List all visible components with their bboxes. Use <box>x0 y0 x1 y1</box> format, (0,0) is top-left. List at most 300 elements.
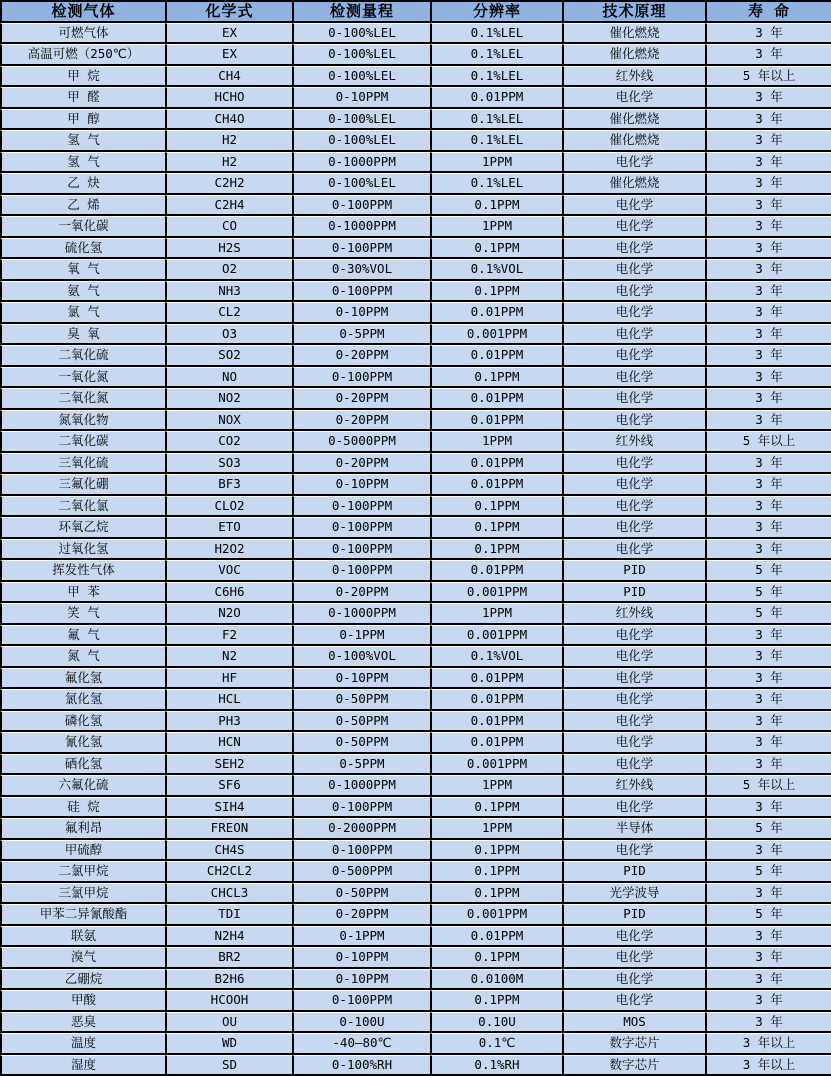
table-cell: 电化学 <box>562 216 705 238</box>
table-cell: 电化学 <box>562 152 705 174</box>
table-cell: 氯 气 <box>0 302 165 324</box>
table-row <box>0 238 831 260</box>
table-cell: 0.0100M <box>430 969 562 991</box>
table-cell: NH3 <box>165 281 292 303</box>
table-row <box>0 259 831 281</box>
table-cell: MOS <box>562 1012 705 1034</box>
table-cell: CHCL3 <box>165 883 292 905</box>
table-cell: 3 年 <box>705 926 831 948</box>
table-cell: 二氧化氮 <box>0 388 165 410</box>
table-cell: 0-1000PPM <box>292 216 430 238</box>
table-cell: 0-10PPM <box>292 969 430 991</box>
table-cell: 磷化氢 <box>0 711 165 733</box>
table-cell: 三氧化硫 <box>0 453 165 475</box>
table-cell: 电化学 <box>562 453 705 475</box>
table-cell: 红外线 <box>562 66 705 88</box>
table-cell: N2H4 <box>165 926 292 948</box>
table-row <box>0 560 831 582</box>
table-cell: 0-5000PPM <box>292 431 430 453</box>
table-cell: 甲 苯 <box>0 582 165 604</box>
table-cell: 3 年 <box>705 453 831 475</box>
table-row <box>0 754 831 776</box>
table-cell: 数字芯片 <box>562 1033 705 1055</box>
table-cell: 0.01PPM <box>430 711 562 733</box>
table-cell: 电化学 <box>562 259 705 281</box>
table-cell: 0-5PPM <box>292 754 430 776</box>
table-cell: 0-100PPM <box>292 281 430 303</box>
table-row <box>0 818 831 840</box>
table-cell: HCL <box>165 689 292 711</box>
table-cell: 硒化氢 <box>0 754 165 776</box>
table-row <box>0 345 831 367</box>
table-cell: 电化学 <box>562 302 705 324</box>
table-cell: 3 年 <box>705 754 831 776</box>
table-cell: 电化学 <box>562 238 705 260</box>
table-cell: 3 年 <box>705 990 831 1012</box>
table-cell: 0.001PPM <box>430 625 562 647</box>
table-cell: 3 年 <box>705 238 831 260</box>
table-cell: HCOOH <box>165 990 292 1012</box>
table-cell: 0.01PPM <box>430 560 562 582</box>
table-cell: 催化燃烧 <box>562 173 705 195</box>
table-cell: 0-2000PPM <box>292 818 430 840</box>
table-cell: 0-100PPM <box>292 367 430 389</box>
table-cell: 湿度 <box>0 1055 165 1076</box>
table-cell: HCHO <box>165 87 292 109</box>
table-cell: 0-100PPM <box>292 990 430 1012</box>
table-cell: 0-10PPM <box>292 668 430 690</box>
table-cell: C6H6 <box>165 582 292 604</box>
table-cell: 电化学 <box>562 410 705 432</box>
table-cell: 3 年 <box>705 797 831 819</box>
table-cell: 5 年 <box>705 861 831 883</box>
table-cell: 电化学 <box>562 496 705 518</box>
table-row <box>0 990 831 1012</box>
table-cell: 0-30%VOL <box>292 259 430 281</box>
table-row <box>0 23 831 45</box>
table-cell: 3 年 <box>705 23 831 45</box>
table-cell: TDI <box>165 904 292 926</box>
table-cell: 0-1000PPM <box>292 775 430 797</box>
table-row <box>0 603 831 625</box>
table-cell: 二氧化碳 <box>0 431 165 453</box>
table-cell: 0-10PPM <box>292 302 430 324</box>
table-cell: PID <box>562 861 705 883</box>
table-cell: 臭 氧 <box>0 324 165 346</box>
table-cell: 催化燃烧 <box>562 130 705 152</box>
table-cell: 催化燃烧 <box>562 23 705 45</box>
table-cell: 电化学 <box>562 625 705 647</box>
table-cell: 0.1PPM <box>430 195 562 217</box>
table-cell: 电化学 <box>562 281 705 303</box>
table-cell: 0-1000PPM <box>292 152 430 174</box>
table-row <box>0 216 831 238</box>
table-cell: 0-50PPM <box>292 883 430 905</box>
table-row <box>0 87 831 109</box>
table-cell: 3 年 <box>705 109 831 131</box>
table-row <box>0 517 831 539</box>
table-cell: 5 年 <box>705 904 831 926</box>
table-cell: 0.01PPM <box>430 453 562 475</box>
table-row <box>0 539 831 561</box>
table-cell: 氢 气 <box>0 130 165 152</box>
table-row <box>0 388 831 410</box>
header-row <box>0 2 831 23</box>
table-cell: 恶臭 <box>0 1012 165 1034</box>
table-cell: 硫化氢 <box>0 238 165 260</box>
table-cell: 乙 烯 <box>0 195 165 217</box>
table-cell: SO2 <box>165 345 292 367</box>
table-cell: 0.001PPM <box>430 582 562 604</box>
table-cell: EX <box>165 44 292 66</box>
table-cell: 0.001PPM <box>430 904 562 926</box>
table-cell: SD <box>165 1055 292 1076</box>
table-cell: 0.1%VOL <box>430 646 562 668</box>
table-row <box>0 44 831 66</box>
table-row <box>0 474 831 496</box>
table-cell: 氟化氢 <box>0 668 165 690</box>
table-cell: 0-100PPM <box>292 560 430 582</box>
table-cell: 0.01PPM <box>430 926 562 948</box>
table-cell: 0.1PPM <box>430 947 562 969</box>
table-cell: 红外线 <box>562 603 705 625</box>
table-cell: 甲 烷 <box>0 66 165 88</box>
table-cell: 0.01PPM <box>430 474 562 496</box>
table-cell: 温度 <box>0 1033 165 1055</box>
table-cell: 0-20PPM <box>292 410 430 432</box>
table-cell: 电化学 <box>562 689 705 711</box>
table-cell: 0.1%LEL <box>430 44 562 66</box>
table-row <box>0 281 831 303</box>
table-cell: 3 年 <box>705 625 831 647</box>
table-cell: 1PPM <box>430 152 562 174</box>
table-cell: 光学波导 <box>562 883 705 905</box>
table-cell: 3 年 <box>705 474 831 496</box>
table-cell: 三氟化硼 <box>0 474 165 496</box>
table-cell: 3 年 <box>705 947 831 969</box>
table-cell: CL2 <box>165 302 292 324</box>
table-cell: H2S <box>165 238 292 260</box>
table-row <box>0 969 831 991</box>
table-cell: 联氨 <box>0 926 165 948</box>
table-cell: 0-100%LEL <box>292 109 430 131</box>
table-cell: 0.1PPM <box>430 990 562 1012</box>
table-cell: PH3 <box>165 711 292 733</box>
table-cell: 3 年 <box>705 1012 831 1034</box>
table-cell: N2 <box>165 646 292 668</box>
table-cell: 3 年以上 <box>705 1055 831 1076</box>
table-cell: F2 <box>165 625 292 647</box>
table-cell: 甲酸 <box>0 990 165 1012</box>
table-cell: 3 年 <box>705 281 831 303</box>
table-cell: 0-50PPM <box>292 732 430 754</box>
table-cell: 0.1%LEL <box>430 130 562 152</box>
table-cell: 0.1%LEL <box>430 23 562 45</box>
table-cell: 3 年以上 <box>705 1033 831 1055</box>
table-cell: 六氟化硫 <box>0 775 165 797</box>
table-cell: 乙硼烷 <box>0 969 165 991</box>
table-cell: 0-20PPM <box>292 582 430 604</box>
table-cell: 甲 醇 <box>0 109 165 131</box>
table-cell: 电化学 <box>562 517 705 539</box>
table-cell: SF6 <box>165 775 292 797</box>
table-row <box>0 840 831 862</box>
table-cell: PID <box>562 582 705 604</box>
table-cell: OU <box>165 1012 292 1034</box>
table-cell: 电化学 <box>562 947 705 969</box>
table-cell: 1PPM <box>430 775 562 797</box>
table-cell: 3 年 <box>705 216 831 238</box>
table-cell: FREON <box>165 818 292 840</box>
table-cell: 3 年 <box>705 302 831 324</box>
table-cell: H2O2 <box>165 539 292 561</box>
table-cell: 笑 气 <box>0 603 165 625</box>
table-cell: 0.01PPM <box>430 87 562 109</box>
table-cell: 1PPM <box>430 216 562 238</box>
table-cell: EX <box>165 23 292 45</box>
table-cell: 0-100%LEL <box>292 173 430 195</box>
table-cell: 3 年 <box>705 173 831 195</box>
table-cell: 0-100PPM <box>292 195 430 217</box>
table-cell: 环氧乙烷 <box>0 517 165 539</box>
table-cell: 0.1PPM <box>430 367 562 389</box>
table-cell: O2 <box>165 259 292 281</box>
table-cell: 过氧化氢 <box>0 539 165 561</box>
table-cell: 0.1℃ <box>430 1033 562 1055</box>
table-cell: 0-10PPM <box>292 474 430 496</box>
table-cell: 甲硫醇 <box>0 840 165 862</box>
table-row <box>0 1033 831 1055</box>
table-cell: 电化学 <box>562 990 705 1012</box>
table-cell: 0-100%LEL <box>292 23 430 45</box>
table-row <box>0 410 831 432</box>
table-row <box>0 861 831 883</box>
table-cell: 红外线 <box>562 775 705 797</box>
table-cell: 3 年 <box>705 44 831 66</box>
table-cell: WD <box>165 1033 292 1055</box>
table-cell: 3 年 <box>705 840 831 862</box>
table-cell: PID <box>562 904 705 926</box>
table-cell: 3 年 <box>705 152 831 174</box>
table-cell: 3 年 <box>705 539 831 561</box>
table-cell: 溴气 <box>0 947 165 969</box>
table-cell: 0-20PPM <box>292 453 430 475</box>
table-cell: 0.01PPM <box>430 689 562 711</box>
table-cell: 0.1PPM <box>430 281 562 303</box>
table-row <box>0 904 831 926</box>
table-row <box>0 625 831 647</box>
table-cell: 0.1PPM <box>430 883 562 905</box>
table-cell: 3 年 <box>705 496 831 518</box>
table-cell: 0-100PPM <box>292 539 430 561</box>
table-cell: 挥发性气体 <box>0 560 165 582</box>
table-cell: 3 年 <box>705 324 831 346</box>
table-cell: HCN <box>165 732 292 754</box>
table-cell: 0-5PPM <box>292 324 430 346</box>
table-cell: 0.01PPM <box>430 388 562 410</box>
table-cell: 0.001PPM <box>430 324 562 346</box>
table-cell: 电化学 <box>562 367 705 389</box>
table-cell: 氧 气 <box>0 259 165 281</box>
table-cell: 0-100%LEL <box>292 44 430 66</box>
table-cell: 0-20PPM <box>292 388 430 410</box>
table-cell: CH4S <box>165 840 292 862</box>
table-cell: CH2CL2 <box>165 861 292 883</box>
table-cell: 电化学 <box>562 926 705 948</box>
table-cell: 0-100%LEL <box>292 66 430 88</box>
table-cell: 0.01PPM <box>430 732 562 754</box>
table-cell: 数字芯片 <box>562 1055 705 1076</box>
table-cell: CLO2 <box>165 496 292 518</box>
table-cell: 3 年 <box>705 87 831 109</box>
table-row <box>0 109 831 131</box>
table-cell: 电化学 <box>562 195 705 217</box>
table-cell: 氟利昂 <box>0 818 165 840</box>
table-row <box>0 66 831 88</box>
table-cell: PID <box>562 560 705 582</box>
table-cell: 电化学 <box>562 797 705 819</box>
table-cell: 电化学 <box>562 969 705 991</box>
table-cell: 5 年以上 <box>705 775 831 797</box>
table-cell: 3 年 <box>705 646 831 668</box>
table-cell: 3 年 <box>705 367 831 389</box>
table-cell: 电化学 <box>562 539 705 561</box>
table-cell: 电化学 <box>562 711 705 733</box>
table-cell: O3 <box>165 324 292 346</box>
table-cell: 0-100PPM <box>292 496 430 518</box>
table-cell: NO <box>165 367 292 389</box>
table-cell: CO2 <box>165 431 292 453</box>
table-body <box>0 23 831 1076</box>
table-cell: 5 年 <box>705 603 831 625</box>
table-cell: 电化学 <box>562 87 705 109</box>
table-row <box>0 152 831 174</box>
table-cell: 电化学 <box>562 754 705 776</box>
table-cell: 0-20PPM <box>292 904 430 926</box>
table-cell: 二氧化氯 <box>0 496 165 518</box>
table-cell: 0.01PPM <box>430 302 562 324</box>
table-cell: 0.1%LEL <box>430 173 562 195</box>
table-cell: 0.1PPM <box>430 517 562 539</box>
table-row <box>0 775 831 797</box>
table-row <box>0 302 831 324</box>
table-row <box>0 646 831 668</box>
header-cell-principle: 技术原理 <box>562 2 705 23</box>
table-cell: 3 年 <box>705 732 831 754</box>
table-row <box>0 947 831 969</box>
table-cell: CH4O <box>165 109 292 131</box>
header-cell-resolution: 分辨率 <box>430 2 562 23</box>
table-cell: 0-1000PPM <box>292 603 430 625</box>
table-cell: 红外线 <box>562 431 705 453</box>
table-cell: 0-50PPM <box>292 711 430 733</box>
table-cell: 二氯甲烷 <box>0 861 165 883</box>
table-cell: 0.1PPM <box>430 496 562 518</box>
table-cell: 1PPM <box>430 603 562 625</box>
table-cell: 一氧化碳 <box>0 216 165 238</box>
table-row <box>0 367 831 389</box>
table-cell: 0.01PPM <box>430 345 562 367</box>
table-cell: 硅 烷 <box>0 797 165 819</box>
table-row <box>0 732 831 754</box>
table-cell: 0-100%LEL <box>292 130 430 152</box>
table-cell: 3 年 <box>705 668 831 690</box>
table-cell: NOX <box>165 410 292 432</box>
table-cell: 5 年 <box>705 818 831 840</box>
table-cell: 0.1PPM <box>430 539 562 561</box>
table-cell: 0-10PPM <box>292 87 430 109</box>
table-cell: 0-1PPM <box>292 926 430 948</box>
table-cell: 一氧化氮 <box>0 367 165 389</box>
table-row <box>0 195 831 217</box>
table-cell: 3 年 <box>705 345 831 367</box>
table-cell: 氮氧化物 <box>0 410 165 432</box>
table-cell: 0-100PPM <box>292 238 430 260</box>
table-cell: 1PPM <box>430 431 562 453</box>
table-cell: 氢 气 <box>0 152 165 174</box>
table-cell: 电化学 <box>562 732 705 754</box>
table-cell: VOC <box>165 560 292 582</box>
header-cell-range: 检测量程 <box>292 2 430 23</box>
table-cell: 0-1PPM <box>292 625 430 647</box>
table-cell: BF3 <box>165 474 292 496</box>
table-cell: 氮 气 <box>0 646 165 668</box>
table-row <box>0 926 831 948</box>
table-cell: N2O <box>165 603 292 625</box>
table-cell: 0.1PPM <box>430 238 562 260</box>
table-cell: 电化学 <box>562 324 705 346</box>
table-cell: 氯化氢 <box>0 689 165 711</box>
table-cell: SO3 <box>165 453 292 475</box>
table-cell: 5 年以上 <box>705 66 831 88</box>
table-cell: 电化学 <box>562 388 705 410</box>
table-cell: 半导体 <box>562 818 705 840</box>
table-cell: C2H4 <box>165 195 292 217</box>
table-cell: CH4 <box>165 66 292 88</box>
table-cell: 三氯甲烷 <box>0 883 165 905</box>
table-cell: 3 年 <box>705 130 831 152</box>
table-cell: 氰化氢 <box>0 732 165 754</box>
table-cell: 5 年 <box>705 560 831 582</box>
table-cell: 5 年以上 <box>705 431 831 453</box>
table-cell: 3 年 <box>705 969 831 991</box>
table-cell: 0.1%RH <box>430 1055 562 1076</box>
table-cell: 氨 气 <box>0 281 165 303</box>
header-cell-formula: 化学式 <box>165 2 292 23</box>
table-cell: 催化燃烧 <box>562 109 705 131</box>
table-cell: 0.1PPM <box>430 861 562 883</box>
table-row <box>0 324 831 346</box>
table-cell: -40—80℃ <box>292 1033 430 1055</box>
table-cell: BR2 <box>165 947 292 969</box>
table-cell: NO2 <box>165 388 292 410</box>
table-cell: 可燃气体 <box>0 23 165 45</box>
table-cell: 0.1PPM <box>430 840 562 862</box>
table-cell: 3 年 <box>705 388 831 410</box>
table-cell: SIH4 <box>165 797 292 819</box>
table-cell: 0-100%VOL <box>292 646 430 668</box>
table-cell: H2 <box>165 130 292 152</box>
table-cell: CO <box>165 216 292 238</box>
table-row <box>0 173 831 195</box>
table-cell: B2H6 <box>165 969 292 991</box>
table-row <box>0 1055 831 1076</box>
table-cell: 3 年 <box>705 259 831 281</box>
table-cell: 甲 醛 <box>0 87 165 109</box>
header-cell-gas: 检测气体 <box>0 2 165 23</box>
header-cell-lifespan: 寿 命 <box>705 2 831 23</box>
table-cell: C2H2 <box>165 173 292 195</box>
